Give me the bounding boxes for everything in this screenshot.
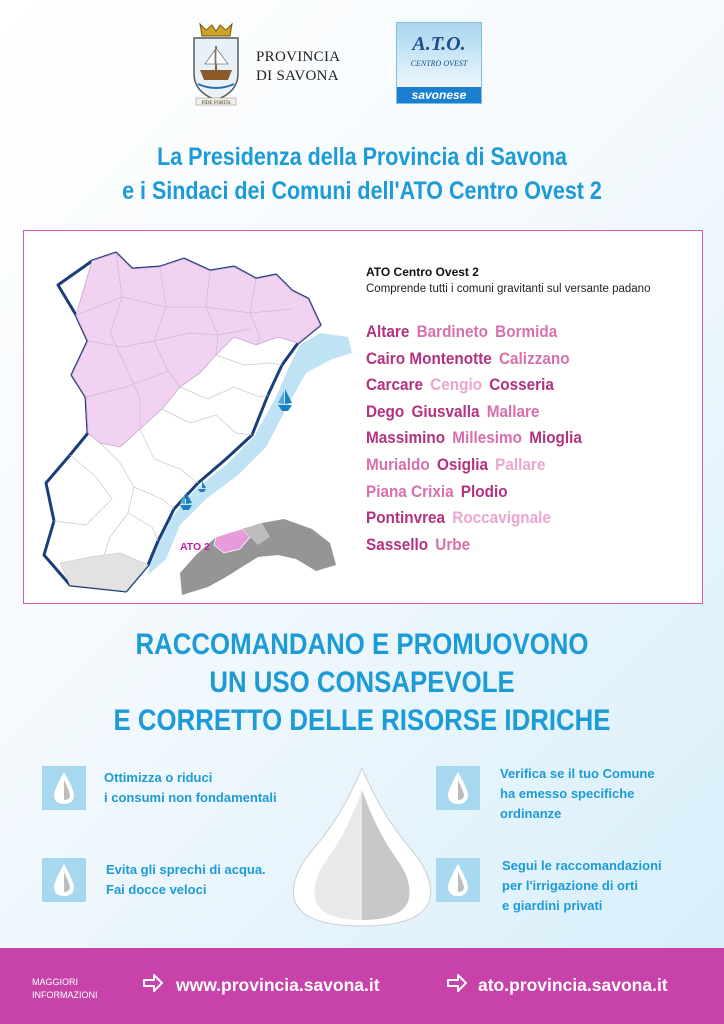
comuni-row xyxy=(366,372,654,399)
tip-ordinances xyxy=(500,764,655,824)
comuni-row xyxy=(366,319,654,346)
ato2-inset-label: ATO 2 xyxy=(180,541,210,553)
liguria-inset-map xyxy=(180,519,336,595)
comune-name: Sassello xyxy=(366,534,429,554)
comuni-row xyxy=(366,532,654,559)
map-panel xyxy=(23,230,703,604)
ato-logo xyxy=(396,22,482,104)
tip-optimize xyxy=(104,768,277,808)
comuni-row xyxy=(366,425,654,452)
more-info-line1: MAGGIORI xyxy=(32,977,79,987)
provincia-name xyxy=(256,48,340,86)
more-info-line2: INFORMAZIONI xyxy=(32,990,98,1000)
provincia-name-line1: PROVINCIA xyxy=(256,49,341,65)
arrow-right-icon xyxy=(142,973,164,993)
comune-name: Dego xyxy=(366,401,405,421)
comune-name: Bormida xyxy=(495,322,558,341)
footer xyxy=(0,948,724,1024)
tip-avoid-waste-line1: Evita gli sprechi di acqua. xyxy=(106,862,266,877)
province-map-illustration xyxy=(30,237,360,599)
comune-name: Mallare xyxy=(486,401,540,421)
ato-logo-title: A.T.O. xyxy=(412,33,466,55)
comune-name: Pontinvrea xyxy=(366,508,446,528)
comune-name: Mioglia xyxy=(529,428,582,448)
tip-avoid-waste-line2: Fai docce veloci xyxy=(106,882,207,897)
large-water-drop-icon xyxy=(284,764,440,930)
link-ato-provincia-savona[interactable]: ato.provincia.savona.it xyxy=(478,975,668,995)
comune-name: Plodio xyxy=(460,481,508,501)
comuni-row xyxy=(366,505,654,532)
comune-name: Osiglia xyxy=(436,454,488,474)
link-provincia-savona[interactable]: www.provincia.savona.it xyxy=(176,975,380,995)
ato-area-title: ATO Centro Ovest 2 xyxy=(366,265,479,279)
tip-irrigation-line3: e giardini privati xyxy=(502,898,603,913)
comuni-list xyxy=(366,319,654,558)
water-drop-icon xyxy=(42,858,86,902)
headline-line1: La Presidenza della Provincia di Savona xyxy=(157,143,567,171)
comune-name: Giusvalla xyxy=(411,401,480,421)
provincia-crest-icon xyxy=(186,22,246,106)
comuni-row xyxy=(366,452,654,479)
tip-ordinances-line3: ordinanze xyxy=(500,806,562,821)
logo-header xyxy=(0,20,724,106)
water-drop-icon xyxy=(436,858,480,902)
comune-name: Roccavignale xyxy=(452,508,551,528)
slogan-line2: UN USO CONSAPEVOLE xyxy=(209,666,515,699)
tip-irrigation xyxy=(502,856,662,916)
slogan xyxy=(51,626,674,740)
water-drop-icon xyxy=(436,766,480,810)
comuni-row xyxy=(366,479,654,506)
comune-name: Piana Crixia xyxy=(366,481,454,501)
slogan-line1: RACCOMANDANO E PROMUOVONO xyxy=(135,628,589,661)
comune-name: Urbe xyxy=(435,534,471,554)
comuni-row xyxy=(366,399,654,426)
comune-name: Cengio xyxy=(430,375,483,395)
comune-name: Altare xyxy=(366,322,410,341)
tip-optimize-line1: Ottimizza o riduci xyxy=(104,770,213,785)
comune-name: Carcare xyxy=(366,375,423,395)
tip-ordinances-line1: Verifica se il tuo Comune xyxy=(500,766,655,781)
crest-motto: FIDE FORTIS xyxy=(201,100,231,106)
comune-name: Calizzano xyxy=(499,348,570,368)
tip-optimize-line2: i consumi non fondamentali xyxy=(104,790,277,805)
comune-name: Pallare xyxy=(495,454,546,474)
ato-logo-band: savonese xyxy=(397,87,481,103)
headline-line2: e i Sindaci dei Comuni dell'ATO Centro Ovest 2 xyxy=(122,177,602,205)
ato-area-description: Comprende tutti i comuni gravitanti sul versante padano xyxy=(366,283,651,295)
comune-name: Cairo Montenotte xyxy=(366,348,492,368)
tip-irrigation-line2: per l'irrigazione di orti xyxy=(502,878,638,893)
water-drop-icon xyxy=(42,766,86,810)
comuni-row xyxy=(366,346,654,373)
page-headline xyxy=(51,140,674,208)
tip-ordinances-line2: ha emesso specifiche xyxy=(500,786,635,801)
tip-irrigation-line1: Segui le raccomandazioni xyxy=(502,858,662,873)
arrow-right-icon xyxy=(446,973,468,993)
comune-name: Murialdo xyxy=(366,454,430,474)
comune-name: Bardineto xyxy=(416,322,488,341)
comune-name: Millesimo xyxy=(452,428,522,448)
slogan-line3: E CORRETTO DELLE RISORSE IDRICHE xyxy=(113,704,611,737)
comune-name: Cosseria xyxy=(489,375,554,395)
comune-name: Massimino xyxy=(366,428,446,448)
tip-avoid-waste xyxy=(106,860,266,900)
provincia-name-line2: DI SAVONA xyxy=(256,68,339,84)
ato-logo-subtitle: CENTRO OVEST xyxy=(410,59,468,68)
more-info-label xyxy=(32,976,98,1002)
